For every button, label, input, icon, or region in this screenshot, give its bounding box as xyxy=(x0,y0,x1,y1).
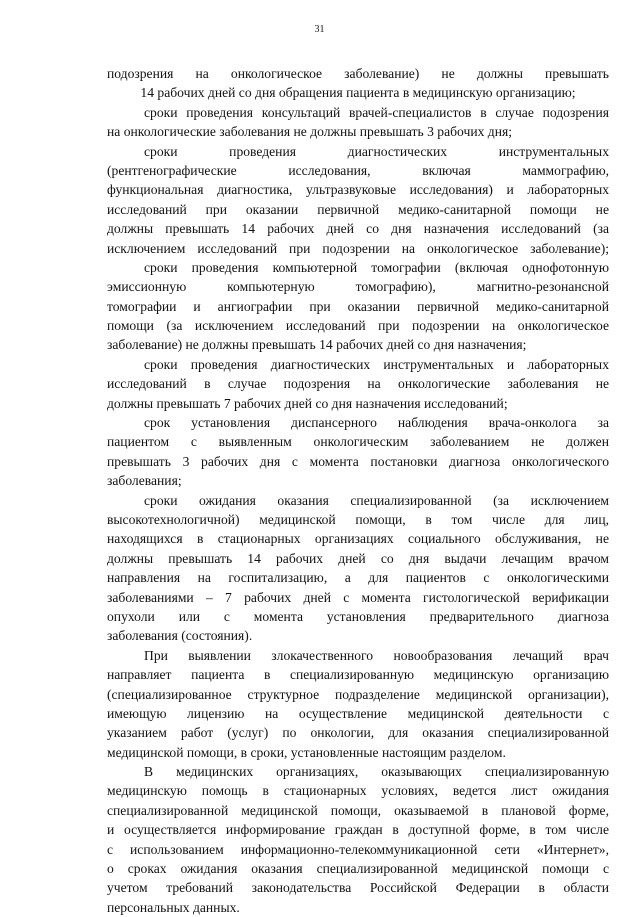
text-line: срок установления диспансерного наблюдения врача-онколога за xyxy=(144,415,609,431)
text-line: опухоли или с момента установления предварительного диагноза xyxy=(107,608,609,624)
text-line: функциональная диагностика, ультразвуковые исследования) и лабораторных xyxy=(107,182,609,198)
text-line: томографии и ангиографии при оказании первичной медико-санитарной xyxy=(107,298,609,314)
text-line: сроки проведения консультаций врачей-специалистов в случае подозрения xyxy=(144,104,609,120)
text-line: подозрения на онкологическое заболевание) не должны превышать xyxy=(107,66,609,81)
text-line: направляет пациента в специализированную медицинскую организацию xyxy=(107,667,609,683)
text-line: и осуществляется информирование граждан в доступной форме, в том числе xyxy=(107,822,609,838)
document-body xyxy=(107,64,609,917)
text-line: превышать 3 рабочих дня с момента постановки диагноза онкологического xyxy=(107,453,609,469)
text-line: эмиссионную компьютерную томографию), магнитно-резонансной xyxy=(107,279,609,295)
text-line: находящихся в стационарных организациях социального обслуживания, не xyxy=(107,531,609,547)
text-line: (рентгенографические исследования, включая маммографию, xyxy=(107,162,609,178)
text-line: имеющую лицензию на осуществление медицинской деятельности с xyxy=(107,705,609,721)
text-line: заболевание) не должны превышать 14 рабочих дней со дня назначения; xyxy=(107,337,527,353)
page-number: 31 xyxy=(314,24,325,35)
text-line: При выявлении злокачественного новообразования лечащий врач xyxy=(144,647,609,663)
text-line: с использованием информационно-телекоммуникационной сети «Интернет», xyxy=(107,841,609,857)
text-line: исследований при оказании первичной медико-санитарной помощи не xyxy=(107,201,609,217)
text-line: о сроках ожидания оказания специализированной медицинской помощи с xyxy=(107,861,609,877)
text-line: исследований в случае подозрения на онкологические заболевания не xyxy=(107,376,609,392)
text-line: сроки проведения компьютерной томографии (включая однофотонную xyxy=(144,259,609,275)
text-line: сроки ожидания оказания специализированной (за исключением xyxy=(144,492,609,508)
text-line: заболевания; xyxy=(107,473,182,489)
text-line: направления на госпитализацию, а для пациентов с онкологическими xyxy=(107,570,609,586)
text-line: помощи (за исключением исследований при подозрении на онкологическое xyxy=(107,318,609,334)
text-line: высокотехнологичной) медицинской помощи, в том числе для лиц, xyxy=(107,511,609,527)
text-line: персональных данных. xyxy=(107,899,240,915)
text-line: сроки проведения диагностических инструментальных и лабораторных xyxy=(144,356,609,372)
text-line: В медицинских организациях, оказывающих специализированную xyxy=(144,764,609,780)
text-line: должны превышать 14 рабочих дней со дня выдачи лечащим врачом xyxy=(107,550,609,566)
text-line: исключением исследований при подозрении на онкологическое заболевание); xyxy=(107,240,609,256)
text-line: заболеваниями – 7 рабочих дней с момента гистологической верификации xyxy=(107,589,609,605)
text-line: заболевания (состояния). xyxy=(107,628,253,644)
text-line: на онкологические заболевания не должны превышать 3 рабочих дня; xyxy=(107,124,513,140)
text-line: медицинской помощи, в сроки, установленные настоящим разделом. xyxy=(107,744,506,760)
text-line: должны превышать 7 рабочих дней со дня назначения исследований; xyxy=(107,395,508,411)
text-line: указанием работ (услуг) по онкологии, для оказания специализированной xyxy=(107,725,609,741)
text-line: медицинскую помощь в стационарных условиях, ведется лист ожидания xyxy=(107,783,609,799)
text-line: пациентом с выявленным онкологическим заболеванием не должен xyxy=(107,434,609,450)
text-line: 14 рабочих дней со дня обращения пациента в медицинскую организацию; xyxy=(140,85,576,101)
text-line: учетом требований законодательства Российской Федерации в области xyxy=(107,880,609,896)
text-line: специализированной медицинской помощи, оказываемой в плановой форме, xyxy=(107,802,609,818)
text-line: должны превышать 14 рабочих дней со дня назначения исследований (за xyxy=(107,221,609,237)
text-line: сроки проведения диагностических инструментальных xyxy=(144,143,609,159)
text-line: (специализированное структурное подразделение медицинской организации), xyxy=(107,686,609,702)
